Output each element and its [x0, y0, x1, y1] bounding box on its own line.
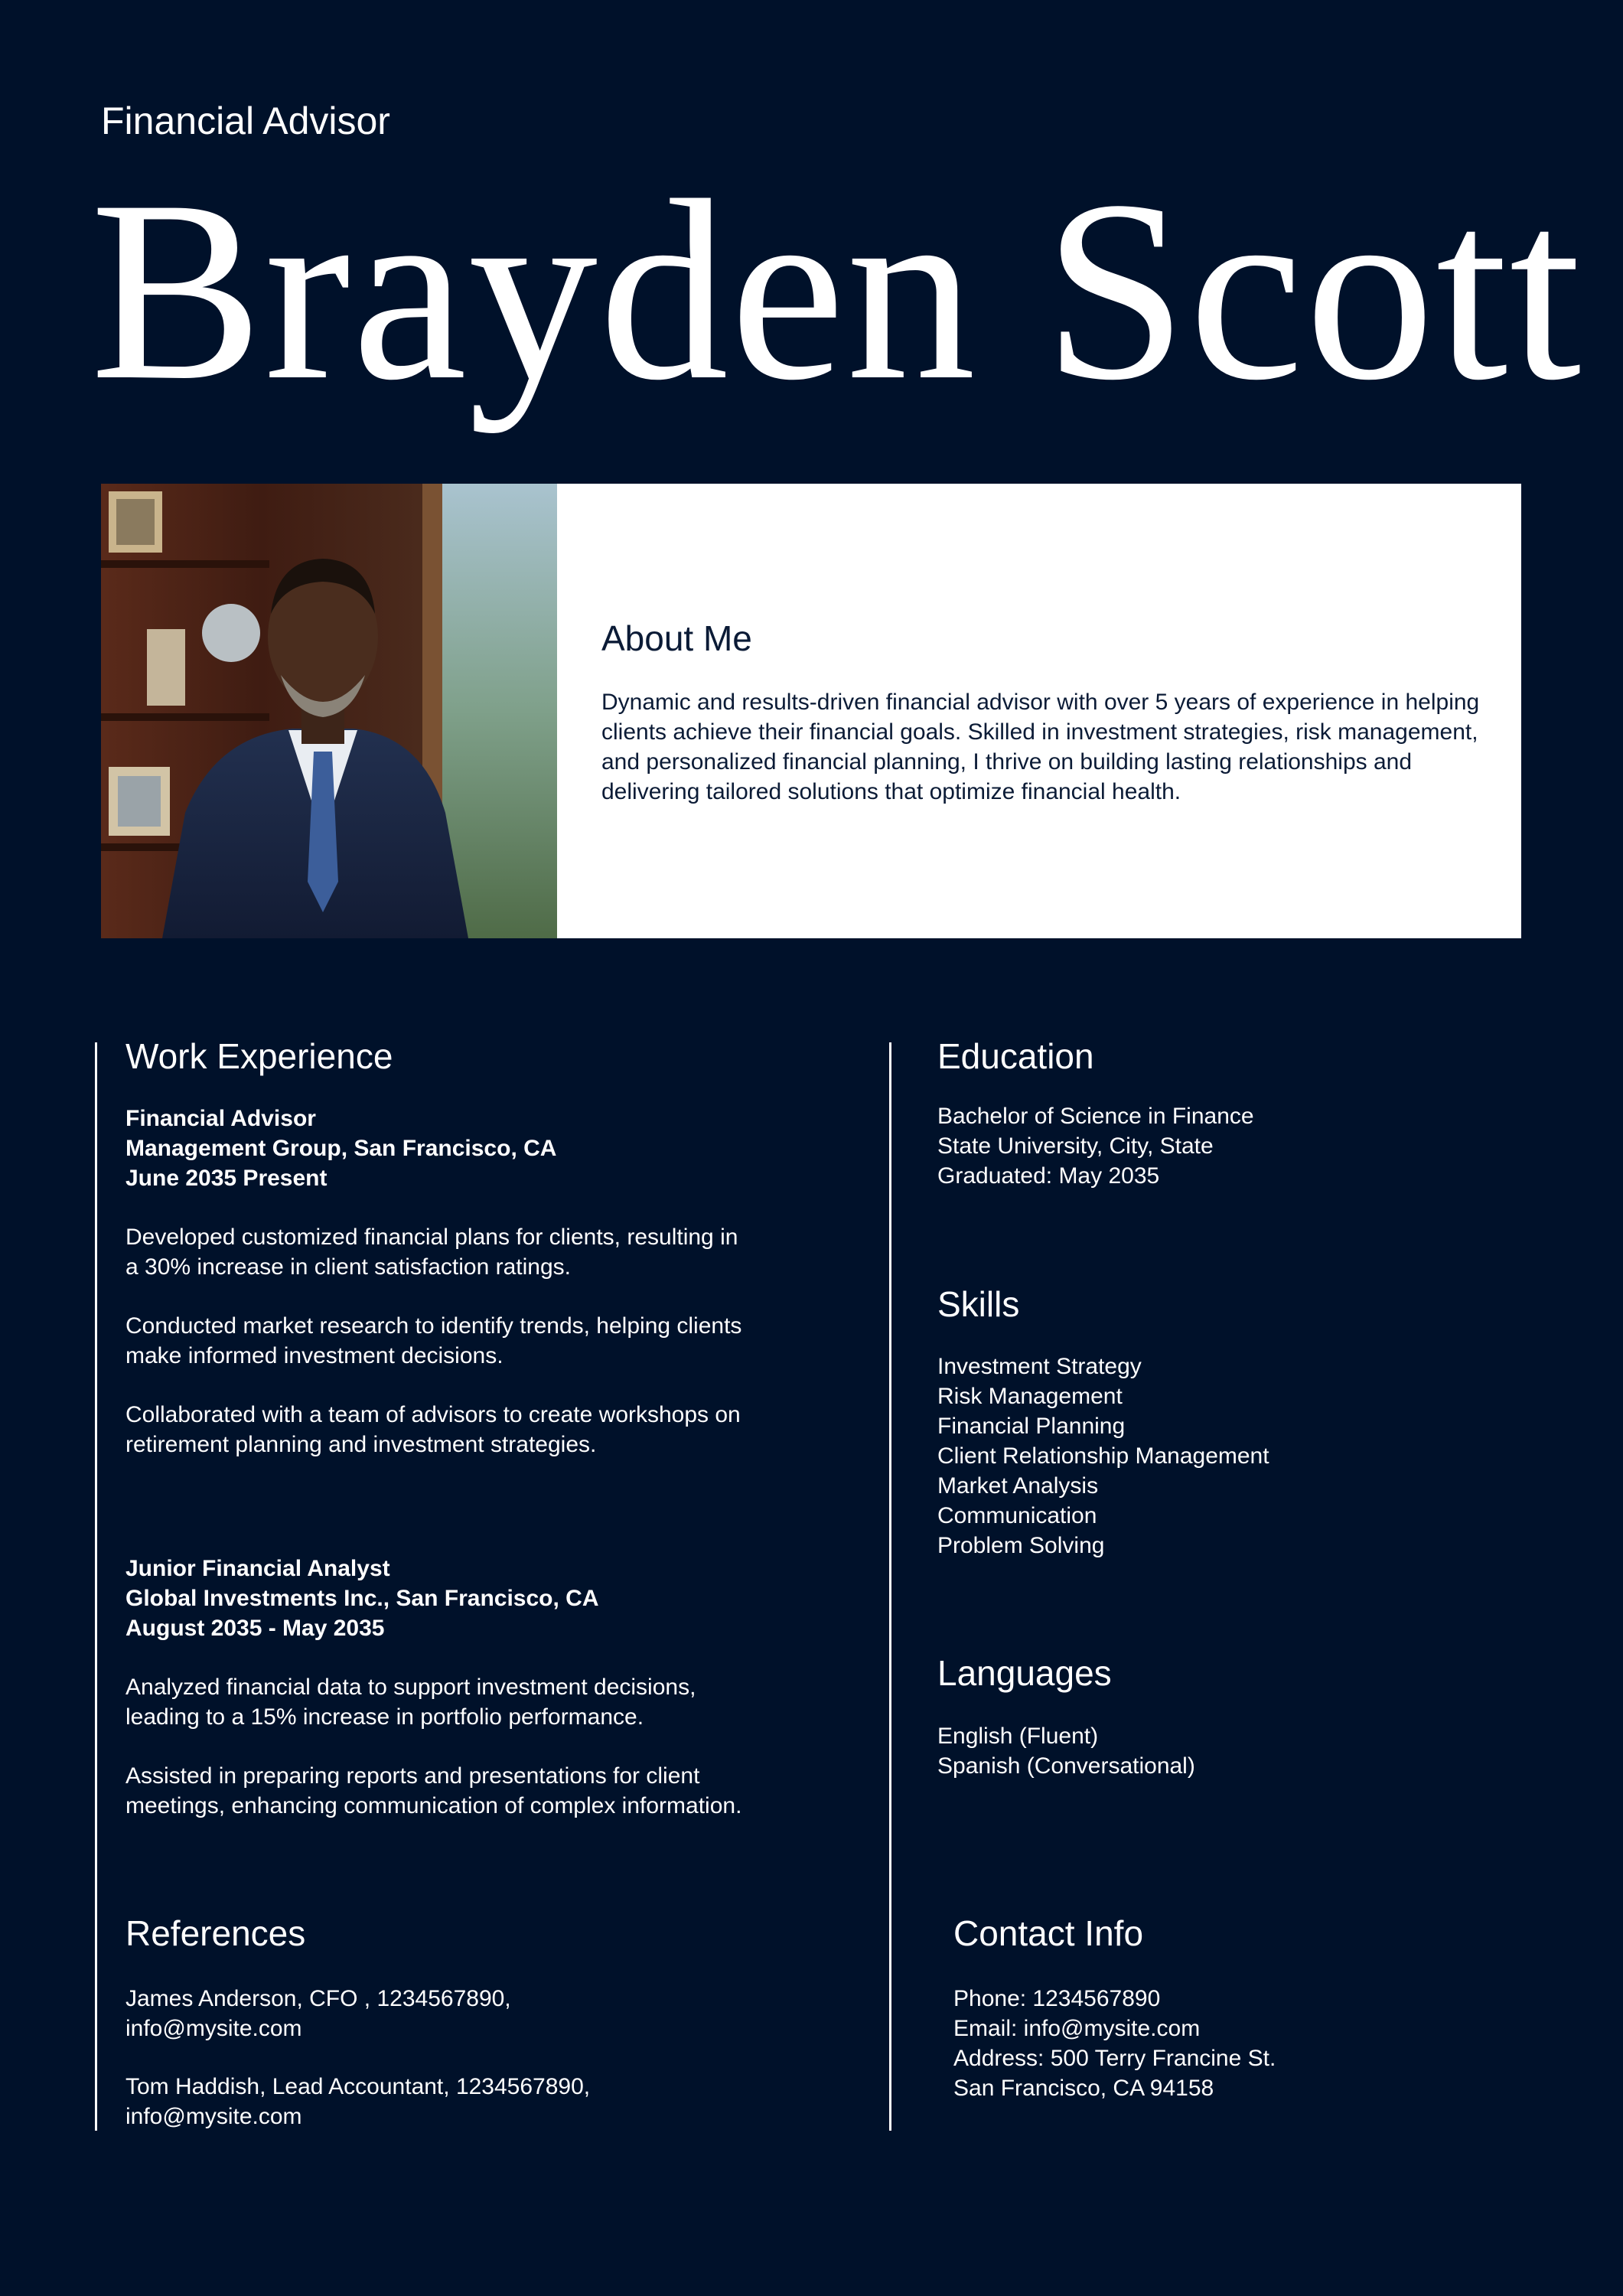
job-dates: June 2035 Present	[125, 1166, 328, 1191]
contact-details	[953, 1984, 1550, 2103]
skill-item: Client Relationship Management	[937, 1443, 1269, 1469]
contact-phone: Phone: 1234567890	[953, 1986, 1161, 2011]
skills-title: Skills	[937, 1284, 1020, 1324]
about-content	[601, 617, 1489, 807]
right-divider	[889, 1042, 891, 2131]
skill-item: Investment Strategy	[937, 1354, 1142, 1379]
languages-title: Languages	[937, 1653, 1112, 1693]
university: State University, City, State	[937, 1133, 1214, 1159]
job-role: Financial Advisor	[125, 1106, 316, 1131]
education-section	[937, 1035, 1550, 1078]
left-divider	[95, 1042, 97, 2131]
reference-entry	[125, 1984, 814, 2043]
skill-item: Financial Planning	[937, 1414, 1126, 1439]
contact-address: Address: 500 Terry Francine St.	[953, 2046, 1276, 2071]
language-item: English (Fluent)	[937, 1724, 1099, 1749]
references-title: References	[125, 1913, 306, 1953]
skills-section	[937, 1283, 1550, 1326]
job-bullet: Analyzed financial data to support investment decisions, leading to a 15% increase in portfolio performance.	[125, 1675, 696, 1730]
education-details	[937, 1101, 1550, 1191]
references-section	[125, 1912, 814, 1955]
about-section	[101, 484, 1521, 938]
skill-item: Problem Solving	[937, 1533, 1105, 1558]
education-title: Education	[937, 1036, 1094, 1076]
job-role: Junior Financial Analyst	[125, 1556, 390, 1581]
skill-item: Communication	[937, 1503, 1097, 1528]
degree: Bachelor of Science in Finance	[937, 1104, 1254, 1129]
about-body: Dynamic and results-driven financial advisor with over 5 years of experience in helping clients achieve their financial goals. Skilled in investment strategies, risk management, and personalized financial planning, I thrive on building lasting relationships and delivering tailored solutions that optimize financial health.	[601, 690, 1480, 804]
profile-photo	[101, 484, 557, 938]
reference-line: James Anderson, CFO , 1234567890,	[125, 1986, 511, 2011]
contact-city: San Francisco, CA 94158	[953, 2076, 1214, 2101]
person-name: Brayden Scott	[90, 148, 1583, 434]
job-company: Management Group, San Francisco, CA	[125, 1136, 557, 1161]
skill-item: Risk Management	[937, 1384, 1123, 1409]
languages-list	[937, 1721, 1550, 1781]
languages-section	[937, 1652, 1550, 1694]
job-bullet: Collaborated with a team of advisors to create workshops on retirement planning and investment strategies.	[125, 1402, 741, 1457]
reference-email: info@mysite.com	[125, 2104, 302, 2129]
reference-line: Tom Haddish, Lead Accountant, 1234567890,	[125, 2074, 591, 2099]
job-title: Financial Advisor	[101, 99, 390, 142]
reference-email: info@mysite.com	[125, 2016, 302, 2041]
job-bullet: Developed customized financial plans for clients, resulting in a 30% increase in client satisfaction ratings.	[125, 1225, 738, 1280]
job-bullet: Conducted market research to identify trends, helping clients make informed investment decisions.	[125, 1313, 742, 1368]
about-title: About Me	[601, 618, 752, 658]
job-entry	[125, 1104, 814, 1193]
contact-section	[953, 1912, 1550, 1955]
portrait-image	[101, 484, 557, 938]
work-experience-section	[125, 1035, 814, 1078]
job-entry	[125, 1554, 814, 1643]
contact-title: Contact Info	[953, 1913, 1144, 1953]
skill-item: Market Analysis	[937, 1473, 1099, 1499]
job-company: Global Investments Inc., San Francisco, CA	[125, 1586, 599, 1611]
contact-email: Email: info@mysite.com	[953, 2016, 1201, 2041]
skills-list	[937, 1352, 1550, 1561]
work-experience-title: Work Experience	[125, 1036, 393, 1076]
language-item: Spanish (Conversational)	[937, 1753, 1195, 1779]
graduation-date: Graduated: May 2035	[937, 1163, 1160, 1189]
job-bullet: Assisted in preparing reports and presentations for client meetings, enhancing communication of complex information.	[125, 1763, 742, 1818]
reference-entry	[125, 2072, 814, 2131]
job-dates: August 2035 - May 2035	[125, 1616, 385, 1641]
